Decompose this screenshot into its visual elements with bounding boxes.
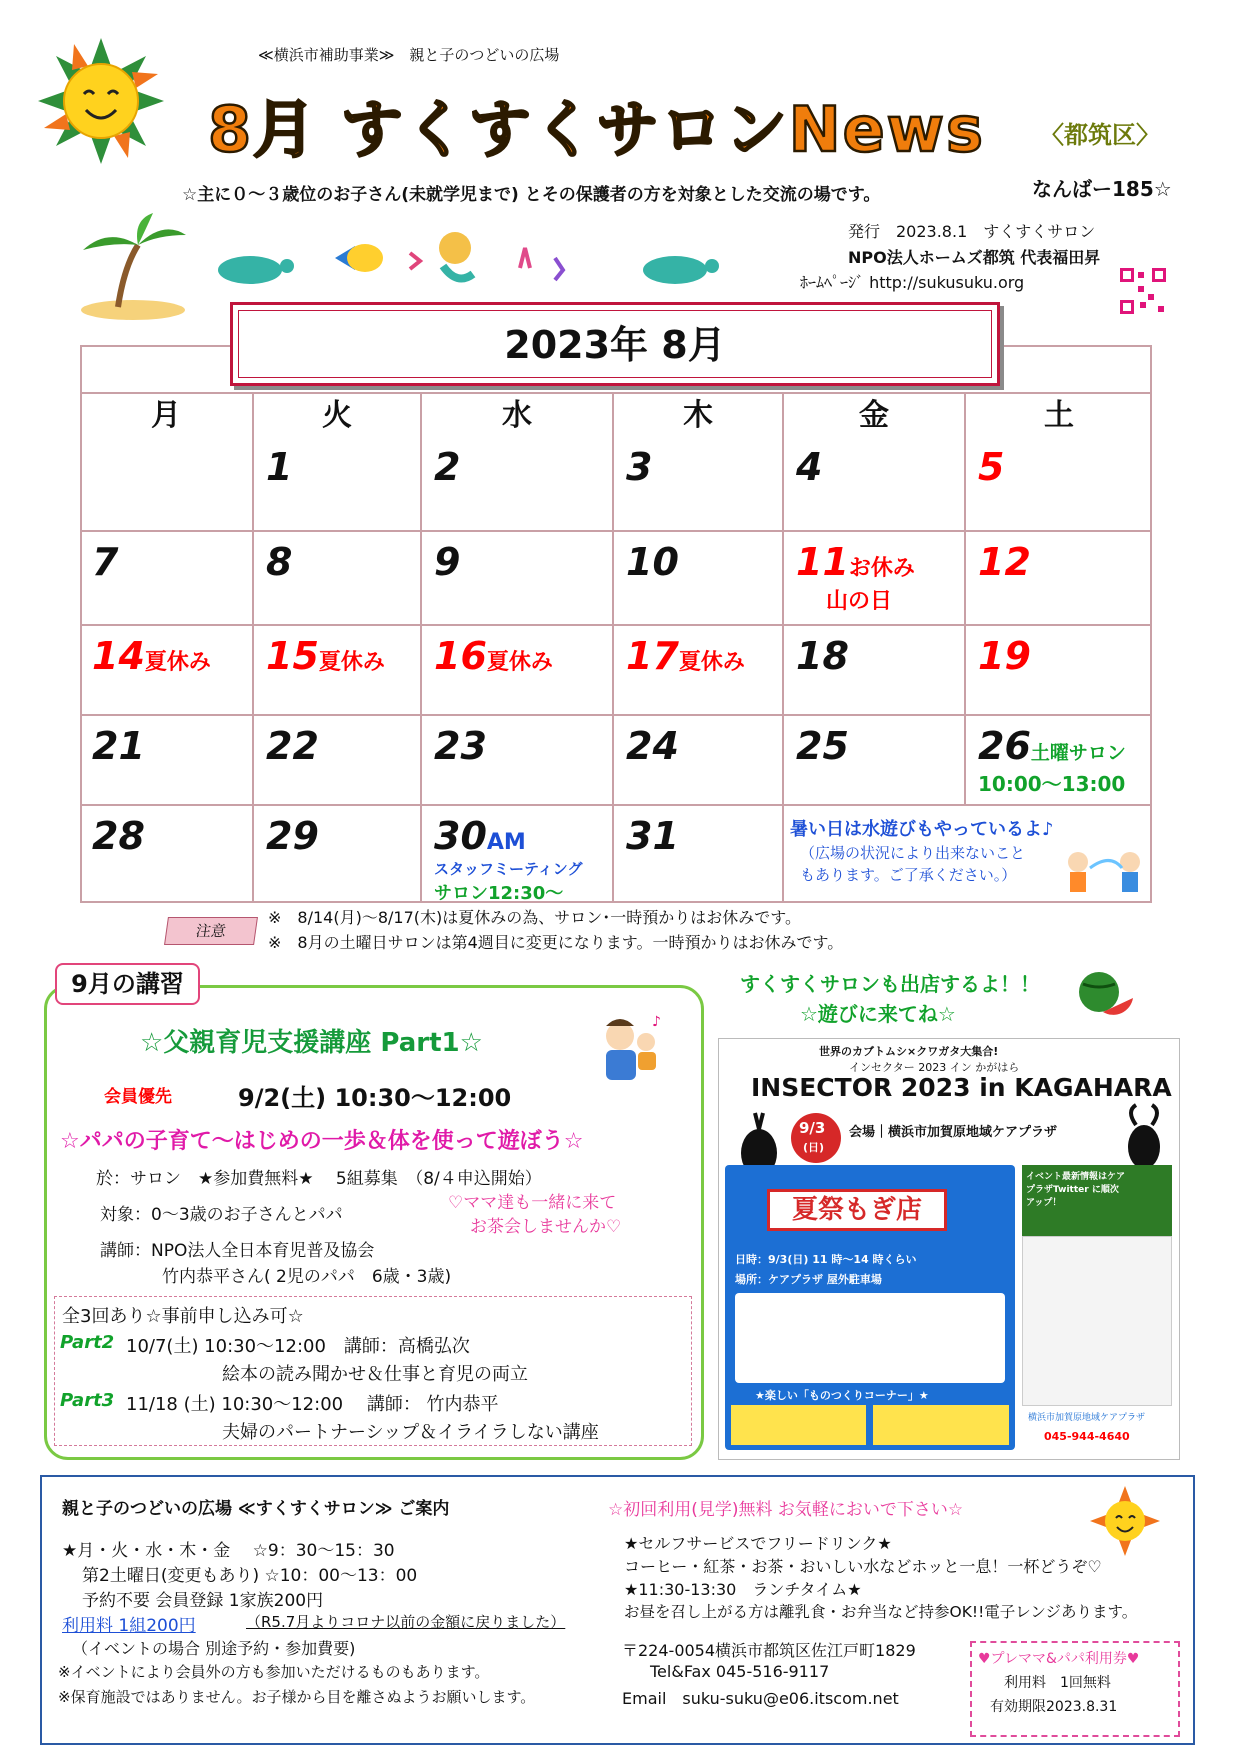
part3-line: 11/18 (土) 10:30～12:00 講師： 竹内恭平 (126, 1394, 499, 1415)
day-number: 12 (978, 540, 1031, 584)
sun-icon (36, 36, 166, 166)
day-cell (784, 532, 966, 626)
day-number: 15 (266, 634, 319, 678)
day-number: 19 (978, 634, 1031, 678)
day-number: 22 (266, 724, 319, 768)
day-number: 31 (626, 814, 679, 858)
ward-label: 〈都筑区〉 (1040, 121, 1160, 149)
guide-address: 〒224-0054横浜市都筑区佐江戸町1829 (622, 1641, 916, 1660)
craft-box (873, 1405, 1009, 1445)
pass-fee: 利用料 1回無料 (1004, 1675, 1111, 1691)
day-cell (80, 437, 254, 532)
craft-box (731, 1405, 866, 1445)
poster-title: INSECTOR 2023 in KAGAHARA (751, 1073, 1172, 1102)
water-play-note-1: （広場の状況により出来ないこと (800, 844, 1026, 862)
event-heading-2: ☆遊びに来てね☆ (800, 1002, 956, 1026)
day-number: 29 (266, 814, 319, 858)
org-info: NPO法人ホームズ都筑 代表福田昇 (848, 248, 1101, 267)
notice-line-2: ※ 8月の土曜日サロンは第4週目に変更になります。一時預かりはお休みです。 (268, 933, 844, 952)
day-cell (614, 716, 784, 806)
day-cell (614, 532, 784, 626)
poster-date: 9/3 (799, 1119, 826, 1137)
guide-drink: ★セルフサービスでフリードリンク★ (624, 1534, 892, 1553)
svg-text:♪: ♪ (652, 1014, 661, 1030)
day-number: 1 (266, 445, 293, 489)
course-subtitle: ☆パパの子育て～はじめの一歩＆体を使って遊ぼう☆ (60, 1129, 584, 1154)
page-title: 8月 すくすくサロンNews (208, 93, 985, 166)
saturday-salon-note: 土曜サロン (1030, 742, 1126, 764)
day-cell (422, 806, 614, 903)
day-cell (80, 806, 254, 903)
notice-line-1: ※ 8/14(月)～8/17(木)は夏休みの為、サロン･一時預かりはお休みです。 (268, 908, 801, 927)
festival-panel (725, 1165, 1015, 1450)
staff-meeting-note: スタッフミーティング (434, 860, 583, 878)
day-cell (254, 437, 422, 532)
day-cell (80, 532, 254, 626)
salon-start-note: サロン12:30～ (434, 883, 564, 904)
guide-fee-note: （R5.7月よりコロナ以前の金額に戻りました） (246, 1613, 566, 1631)
sponsor-text: ≪横浜市補助事業≫ 親と子のつどいの広場 (258, 46, 560, 64)
calendar-weekday-header (80, 392, 1152, 437)
day-cell (966, 532, 1152, 626)
day-cell (254, 626, 422, 716)
weekday-mon: 月 (80, 394, 254, 437)
day-number: 10 (626, 540, 679, 584)
day-cell (784, 437, 966, 532)
month-banner (230, 302, 1000, 386)
festival-place: 場所：ケアプラザ 屋外駐車場 (735, 1273, 882, 1286)
day-number: 4 (796, 445, 823, 489)
day-cell (422, 532, 614, 626)
weekday-wed: 水 (422, 394, 614, 437)
day-number: 3 (626, 445, 653, 489)
course-lecturer-1: 講師：NPO法人全日本育児普及協会 (100, 1241, 375, 1261)
festival-title: 夏祭もぎ店 (767, 1189, 947, 1231)
day-cell (254, 532, 422, 626)
day-cell (614, 626, 784, 716)
sea-creatures-illustration (205, 218, 755, 298)
summer-break-note: 夏休み (144, 650, 211, 675)
course-place: 於：サロン ★参加費無料★ 5組募集 （8/４申込開始） (96, 1169, 542, 1189)
watermelon-icon (1075, 968, 1135, 1023)
day-cell (966, 626, 1152, 716)
day-number: 9 (434, 540, 461, 584)
course-lecturer-2: 竹内恭平さん( 2児のパパ 6歳・3歳) (162, 1267, 452, 1287)
day-number: 18 (796, 634, 849, 678)
guide-drink-detail: コーヒー・紅茶・お茶・おいしい水などホッと一息！一杯どうぞ♡ (624, 1557, 1102, 1576)
part3-topic: 夫婦のパートナーシップ＆イライラしない講座 (222, 1422, 599, 1443)
water-play-note-2: もあります。ご了承ください。） (800, 866, 1017, 884)
guide-event-note: （イベントの場合 別途予約・参加費要) (72, 1639, 356, 1658)
weekday-thu: 木 (614, 394, 784, 437)
water-play-children-icon (1060, 848, 1150, 898)
homepage-link[interactable]: ﾎｰﾑﾍﾟｰｼﾞ http://sukusuku.org (800, 273, 1025, 292)
festival-time: 日時：9/3(日) 11 時～14 時くらい (735, 1253, 917, 1266)
event-heading-1: すくすくサロンも出店するよ！！ (740, 972, 1040, 996)
guide-hours-1: ★月・火・水・木・金 ☆9：30～15：30 (62, 1541, 395, 1561)
summer-break-note: 夏休み (678, 650, 745, 675)
guide-tel: Tel&Fax 045-516-9117 (650, 1662, 830, 1681)
month-label: 2023年 8月 (238, 310, 992, 378)
day-number: 28 (92, 814, 145, 858)
guide-email[interactable]: Email suku-suku@e06.itscom.net (622, 1689, 899, 1708)
weekday-fri: 金 (784, 394, 966, 437)
course-title: ☆父親育児支援講座 Part1☆ (140, 1028, 483, 1058)
course-datetime: 9/2(土) 10:30～12:00 (238, 1084, 512, 1112)
part2-topic: 絵本の読み聞かせ＆仕事と育児の両立 (222, 1364, 528, 1385)
palm-island-icon (78, 212, 188, 322)
day-cell (254, 806, 422, 903)
day-cell (966, 437, 1152, 532)
day-number: 11 (796, 540, 849, 584)
course-tag: 9月の講習 (55, 963, 200, 1005)
day-number: 2 (434, 445, 461, 489)
day-number: 7 (92, 540, 119, 584)
saturday-salon-time: 10:00～13:00 (978, 772, 1126, 796)
day-number: 23 (434, 724, 487, 768)
day-number: 25 (796, 724, 849, 768)
summer-break-note: 夏休み (486, 650, 553, 675)
day-number: 21 (92, 724, 145, 768)
stag-beetle-icon (1114, 1103, 1174, 1173)
day-number: 26 (978, 724, 1031, 768)
day-cell (422, 437, 614, 532)
mama-invite-1: ♡ママ達も一緒に来て (448, 1193, 617, 1213)
day-number: 16 (434, 634, 487, 678)
day-number: 14 (92, 634, 145, 678)
pass-expiry: 有効期限2023.8.31 (990, 1699, 1118, 1715)
part2-line: 10/7(土) 10:30～12:00 講師：高橋弘次 (126, 1336, 470, 1357)
tagline: ☆主に０～３歳位のお子さん(未就学児まで) とその保護者の方を対象とした交流の場です。 (182, 185, 881, 205)
guide-member-note: ※イベントにより会員外の方も参加いただけるものもあります。 (58, 1663, 490, 1681)
pass-title: ♥プレママ&パパ利用券♥ (978, 1651, 1140, 1667)
day-cell (614, 437, 784, 532)
day-number: 24 (626, 724, 679, 768)
am-note: AM (486, 830, 526, 855)
member-priority: 会員優先 (104, 1087, 172, 1107)
latest-info: イベント最新情報はケアプラザTwitter に順次アップ！ (1026, 1172, 1126, 1208)
mama-invite-2: お茶会しませんか♡ (470, 1217, 622, 1237)
day-cell (422, 626, 614, 716)
day-cell (966, 716, 1152, 806)
day-number: 8 (266, 540, 293, 584)
water-play-title: 暑い日は水遊びもやっているよ♪ (790, 819, 1054, 840)
poster-day: (日) (803, 1141, 825, 1154)
day-number: 17 (626, 634, 679, 678)
summer-break-note: 夏休み (318, 650, 385, 675)
course-target: 対象：0～3歳のお子さんとパパ (100, 1205, 343, 1225)
part3-label: Part3 (60, 1390, 115, 1411)
guide-lunch: ★11:30-13:30 ランチタイム★ (624, 1580, 862, 1599)
weekday-sat: 土 (1044, 398, 1074, 433)
holiday-note: お休み (848, 556, 915, 581)
day-cell (784, 716, 966, 806)
map-caption: 横浜市加賀原地域ケアプラザ (1028, 1413, 1146, 1423)
part2-label: Part2 (60, 1332, 115, 1353)
guide-lunch-detail: お昼を召し上がる方は離乳食・お弁当など持参OK!!電子レンジあります。 (624, 1603, 1138, 1621)
day-cell (80, 626, 254, 716)
poster-kicker: 世界のカブトムシ×クワガタ大集合! (819, 1045, 999, 1058)
notice-tag: 注意 (164, 917, 258, 945)
poster-venue: 会場｜横浜市加賀原地域ケアプラザ (849, 1125, 1058, 1140)
weekday-tue: 火 (254, 394, 422, 437)
corner-label: ★楽しい「ものつくりコーナー」★ (755, 1389, 929, 1402)
publish-info: 発行 2023.8.1 すくすくサロン (848, 222, 1096, 241)
day-cell (784, 626, 966, 716)
father-child-icon (588, 1012, 668, 1092)
day-cell (422, 716, 614, 806)
sun-small-icon (1090, 1486, 1160, 1556)
poster-subtitle: インセクター 2023 イン かがはら (849, 1061, 1020, 1074)
guide-childcare-note: ※保育施設ではありません。お子様から目を離さぬようお願いします。 (58, 1688, 536, 1706)
guide-hours-2: 第2土曜日(変更もあり) ☆10：00～13：00 (82, 1566, 418, 1586)
day-cell (254, 716, 422, 806)
course-series: 全3回あり☆事前申し込み可☆ (62, 1306, 304, 1327)
festival-illustration (735, 1293, 1005, 1383)
map-tel: 045-944-4640 (1044, 1430, 1130, 1443)
guide-fee[interactable]: 利用料 1組200円 (62, 1616, 196, 1636)
holiday-name: 山の日 (826, 589, 893, 614)
guide-free-trial: ☆初回利用(見学)無料 お気軽においで下さい☆ (608, 1500, 964, 1520)
map-area (1022, 1236, 1172, 1406)
day-number: 30 (434, 814, 487, 858)
guide-registration: 予約不要 会員登録 1家族200円 (82, 1591, 324, 1611)
day-cell (80, 716, 254, 806)
day-cell (614, 806, 784, 903)
day-number: 5 (978, 445, 1005, 489)
guide-title: 親と子のつどいの広場 ≪すくすくサロン≫ ご案内 (62, 1499, 450, 1519)
issue-number: なんばー185☆ (1032, 177, 1172, 201)
qr-code-icon (1118, 266, 1168, 316)
